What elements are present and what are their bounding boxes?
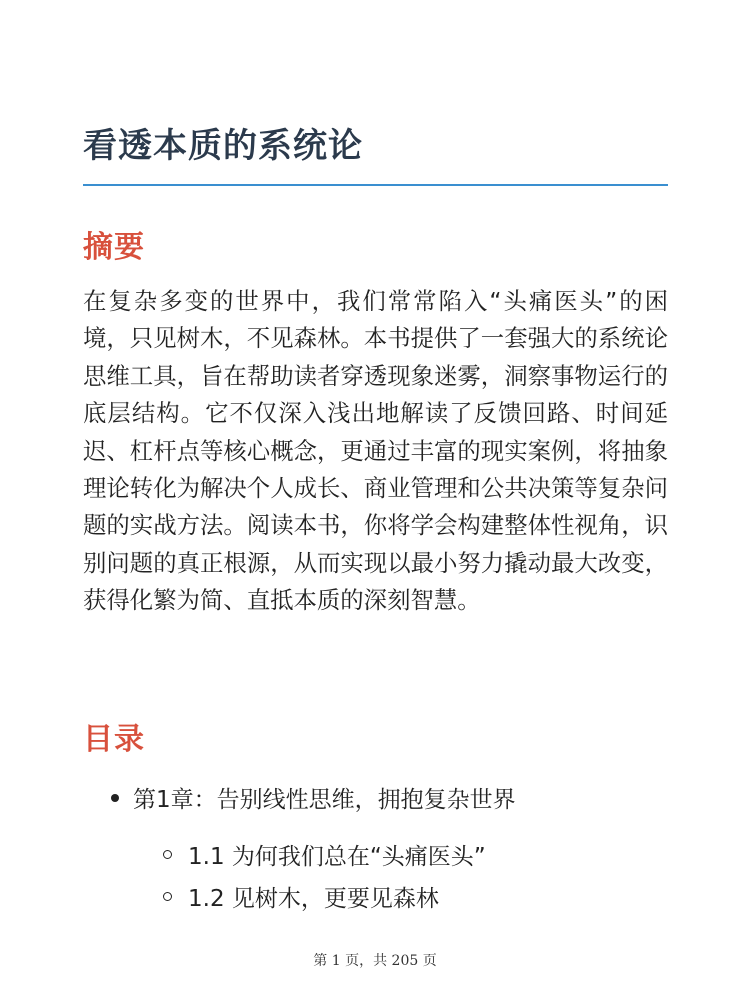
bullet-circle-icon xyxy=(163,850,172,859)
document-page xyxy=(83,0,668,1000)
bullet-circle-icon xyxy=(163,892,172,901)
toc-item-label: 1.2 见树木，更要见森林 xyxy=(188,886,439,912)
title-divider xyxy=(83,184,668,186)
page-number-footer: 第 1 页，共 205 页 xyxy=(313,953,437,969)
abstract-paragraph: 在复杂多变的世界中，我们常常陷入“头痛医头”的困境，只见树木，不见森林。本书提供了一套强大的系统论思维工具，旨在帮助读者穿透现象迷雾，洞察事物运行的底层结构。它不仅深入浅出地解读了反馈回路、时间延迟、杠杆点等核心概念，更通过丰富的现实案例，将抽象理论转化为解决个人成长、商业管理和公共决策等复杂问题的实战方法。阅读本书，你将学会构建整体性视角，识别问题的真正根源，从而实现以最小努力撬动最大改变，获得化繁为简、直抵本质的深刻智慧。 xyxy=(83,287,668,615)
toc-item-label: 第1章：告别线性思维，拥抱复杂世界 xyxy=(133,787,516,813)
document-title: 看透本质的系统论 xyxy=(83,126,363,166)
toc-item-label: 1.1 为何我们总在“头痛医头” xyxy=(188,844,486,870)
toc-item-section-1-1[interactable] xyxy=(163,838,486,871)
abstract-heading: 摘要 xyxy=(83,230,145,265)
toc-item-section-1-2[interactable] xyxy=(163,880,439,913)
toc-item-chapter-1[interactable] xyxy=(111,781,516,814)
bullet-disc-icon xyxy=(111,794,119,802)
toc-heading: 目录 xyxy=(83,722,145,757)
